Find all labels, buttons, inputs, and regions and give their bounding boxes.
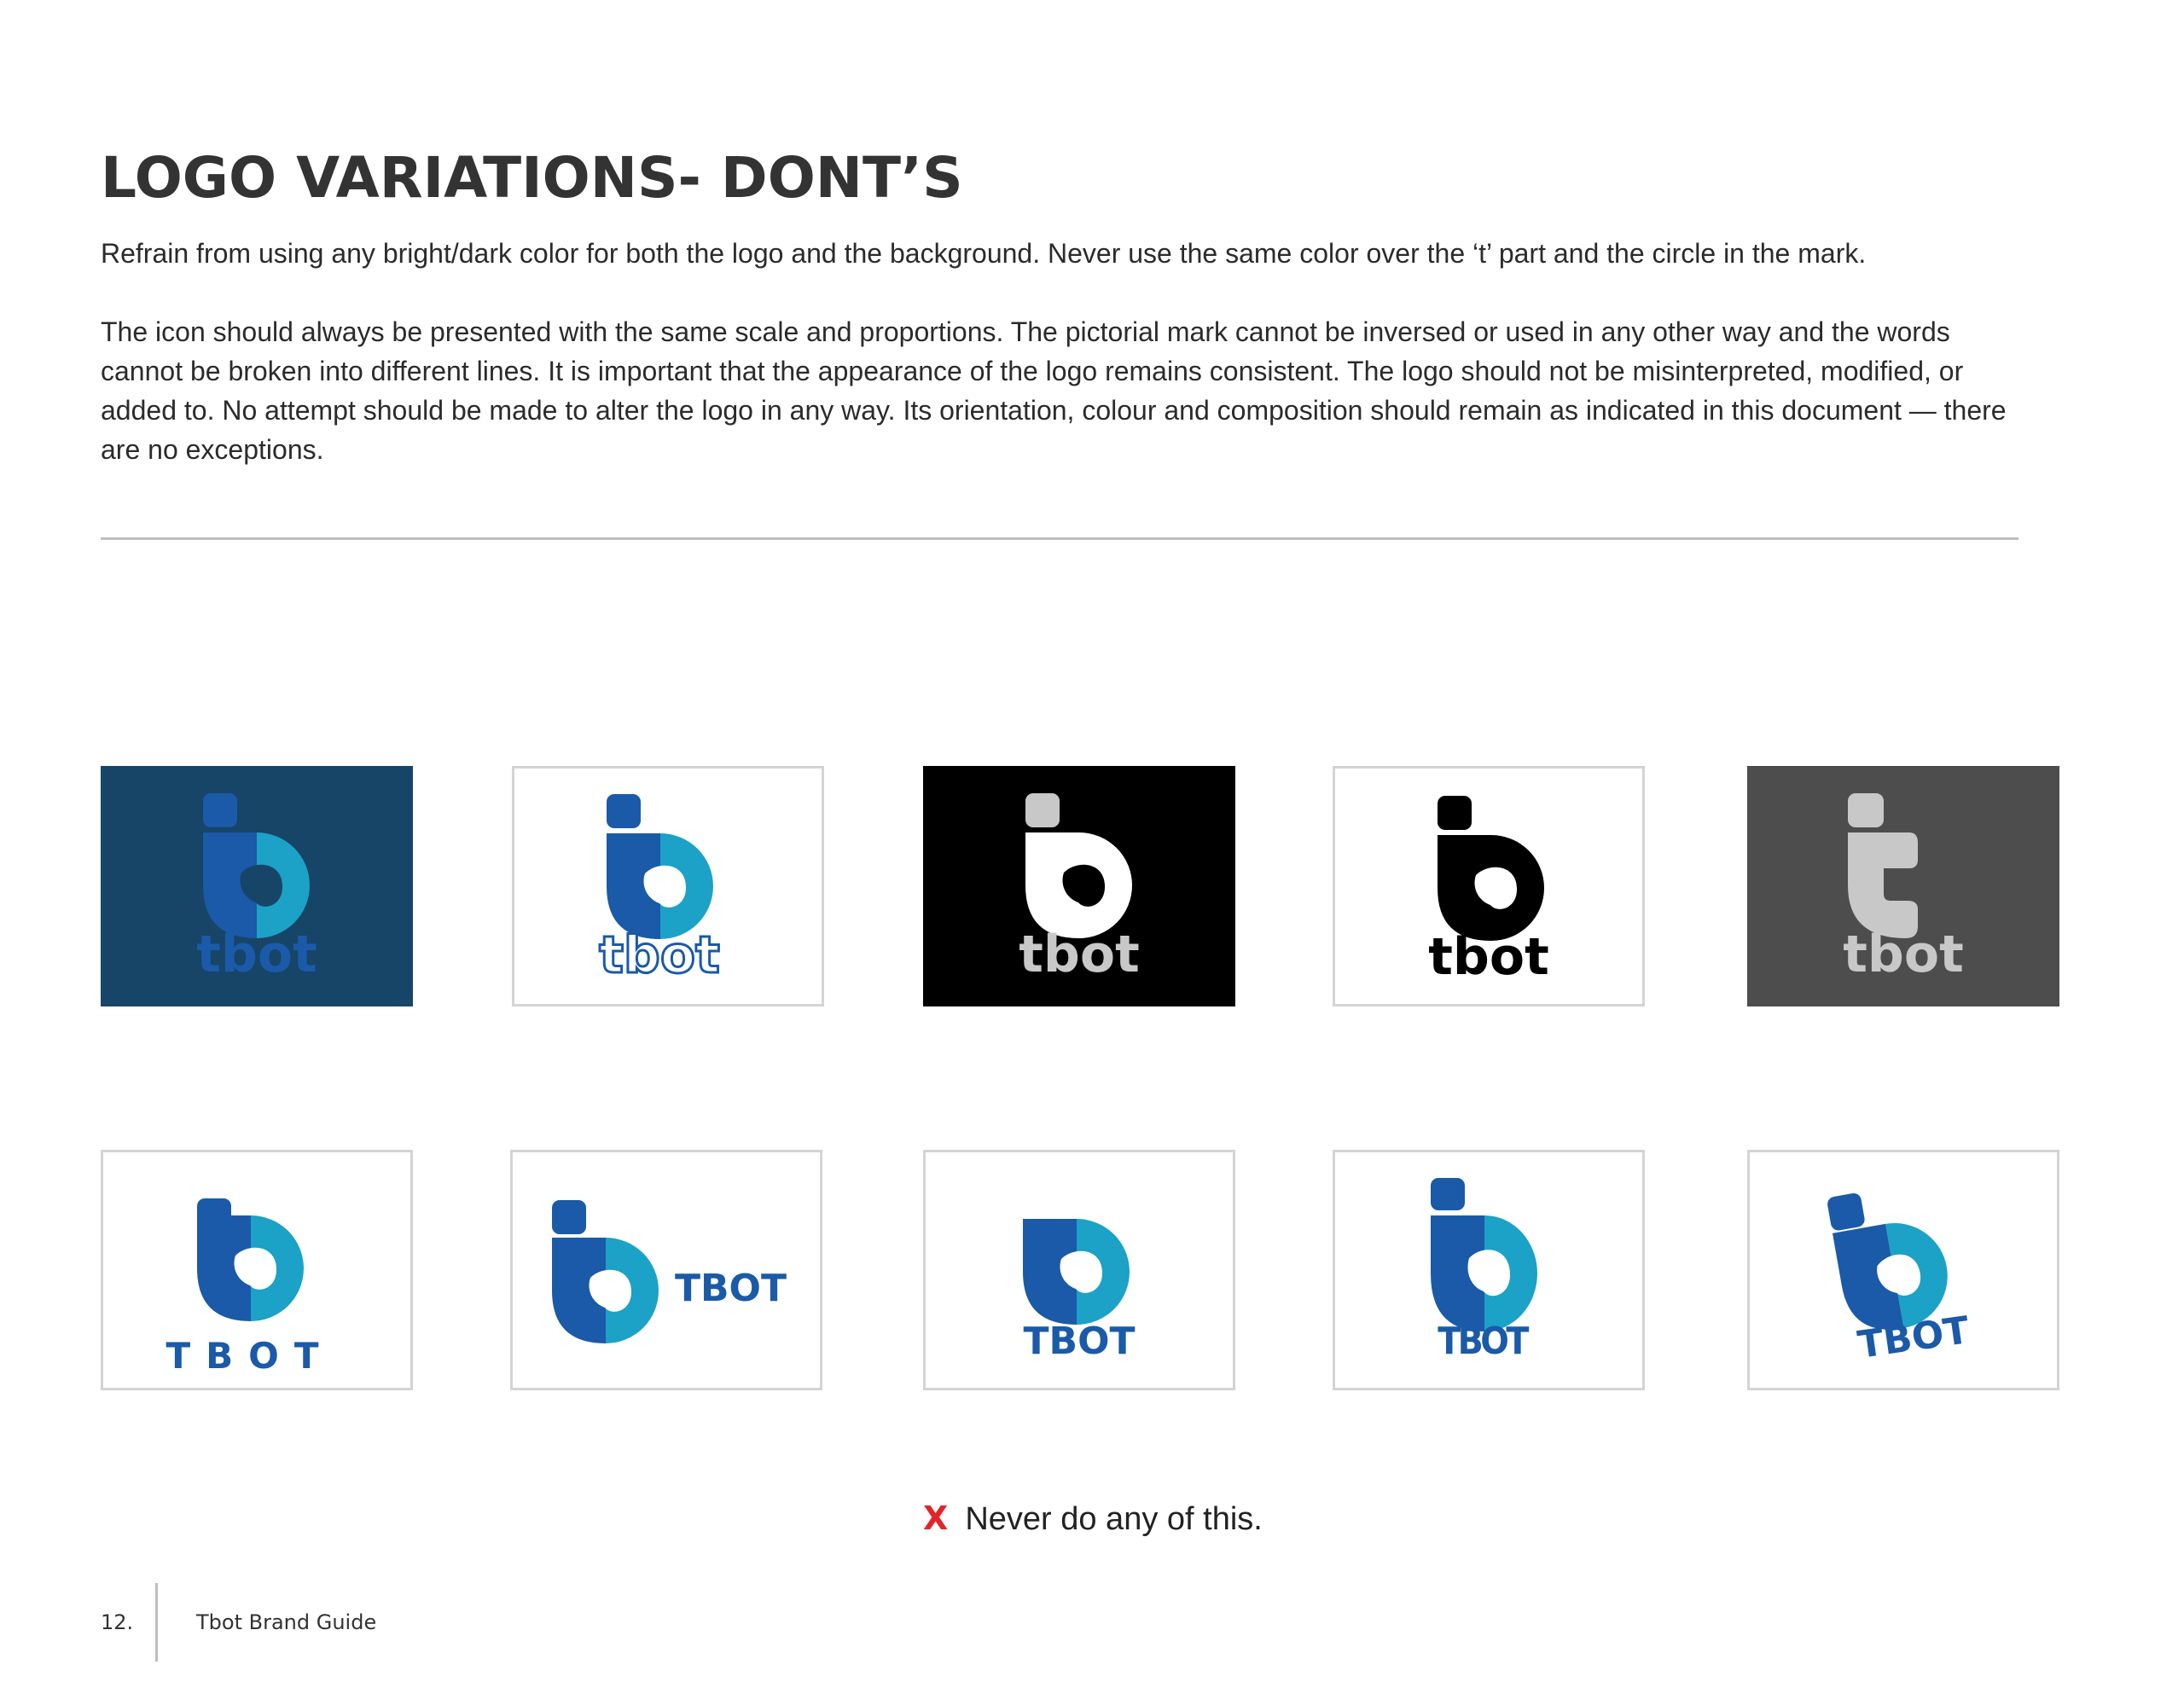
- dont-example-missing-dot: [923, 1150, 1235, 1390]
- x-icon: X: [923, 1499, 949, 1537]
- page-title: LOGO VARIATIONS- DONT’S: [101, 145, 963, 211]
- footer-divider: [155, 1583, 158, 1662]
- dont-example-stretched: [1333, 1150, 1645, 1390]
- dont-example-single-color-black: [1333, 766, 1645, 1006]
- dont-example-outlined-text: [512, 766, 824, 1006]
- wordmark: tbot: [1019, 925, 1140, 984]
- warning-note: [923, 1499, 1263, 1538]
- intro-paragraph: Refrain from using any bright/dark color for both the logo and the background. Never use the same color over the ‘t’ part and the circle in the mark.: [101, 238, 1867, 269]
- page-number: 12.: [101, 1610, 134, 1634]
- section-divider: [101, 537, 2018, 540]
- dont-example-text-beside-icon: [510, 1150, 822, 1390]
- wordmark: TBOT: [1438, 1320, 1526, 1363]
- wordmark: TBOT: [675, 1267, 787, 1310]
- wordmark: tbot: [196, 925, 317, 984]
- dont-example-mirrored-mark: [1747, 766, 2059, 1006]
- footer-doc-title: Tbot Brand Guide: [196, 1610, 377, 1634]
- wordmark: TBOT: [1023, 1320, 1136, 1363]
- dont-example-single-color-white: [923, 766, 1235, 1006]
- wordmark: tbot: [1428, 927, 1549, 987]
- wordmark: TBOT: [166, 1335, 334, 1377]
- dont-example-rotated: [1747, 1150, 2059, 1390]
- rules-paragraph: The icon should always be presented with the same scale and proportions. The pictorial mark cannot be inversed or used in any other way and the words cannot be broken into different lines. It is important that the appearance of the logo remains consistent. The logo should not be misinterpreted, modified, or added to. No attempt should be made to alter the logo in any way. Its orientation, colour and composition should remain as indicated in this document — there are no exceptions.: [101, 316, 2007, 465]
- wordmark: tbot: [1843, 925, 1964, 984]
- dont-example-low-contrast: [101, 766, 413, 1006]
- warning-note-text: Never do any of this.: [965, 1501, 1263, 1537]
- wordmark: tbot: [599, 925, 720, 985]
- dont-example-letter-spaced: [101, 1150, 413, 1390]
- wordmark: TBOT: [1855, 1308, 1972, 1367]
